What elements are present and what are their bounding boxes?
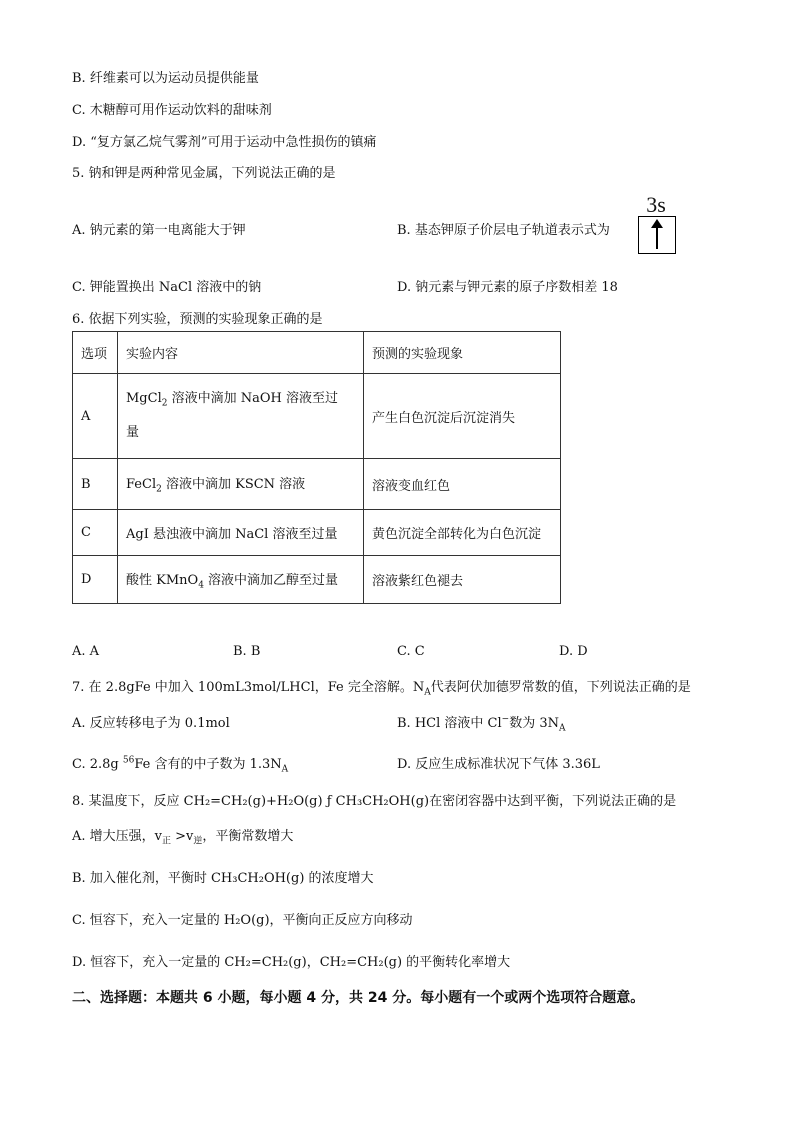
subscript: 2	[161, 398, 168, 409]
row-result: 溶液变血红色	[364, 459, 561, 510]
q6-stem: 6. 依据下列实验，预测的实验现象正确的是	[72, 312, 323, 327]
q8-stem: 8. 某温度下，反应 CH₂=CH₂(g)+H₂O(g) ƒ CH₃CH₂OH(g)在密闭容器中达到平衡，下列说法正确的是	[72, 794, 677, 809]
subscript: A	[558, 723, 566, 734]
option-text: Fe 含有的中子数为 1.3N	[134, 757, 282, 772]
header-content: 实验内容	[118, 332, 364, 374]
option-text: A. 增大压强，v	[72, 829, 162, 844]
q5-option-b: B. 基态钾原子价层电子轨道表示式为	[397, 223, 610, 238]
q7-option-c	[72, 753, 288, 775]
superscript: −	[501, 714, 510, 725]
q6-answer-c: C. C	[397, 644, 425, 659]
row-option: D	[73, 556, 118, 604]
q7-stem	[72, 676, 691, 698]
header-option: 选项	[73, 332, 118, 374]
content-text: 溶液中滴加 NaOH 溶液至过	[167, 390, 339, 406]
table-header-row	[73, 332, 561, 374]
q7-option-b	[397, 712, 565, 734]
subscript: A	[424, 687, 431, 698]
row-content: AgI 悬浊液中滴加 NaCl 溶液至过量	[118, 510, 364, 556]
option-text: ，平衡常数增大	[202, 829, 294, 844]
q5-option-d: D. 钠元素与钾元素的原子序数相差 18	[397, 280, 618, 295]
subscript: 逆	[193, 836, 203, 847]
row-result: 溶液紫红色褪去	[364, 556, 561, 604]
spin-up-arrow	[656, 222, 658, 249]
subscript: 2	[156, 484, 162, 495]
q7-stem-pre: 7. 在 2.8gFe 中加入 100mL3mol/LHCl，Fe 完全溶解。N	[72, 680, 425, 695]
row-option: B	[73, 459, 118, 510]
orbital-label: 3s	[646, 192, 666, 217]
row-content	[118, 459, 364, 510]
formula: MgCl	[126, 390, 162, 406]
option-text: B. HCl 溶液中 Cl	[397, 716, 502, 731]
content-text: 溶液中滴加 KSCN 溶液	[161, 477, 306, 493]
orbital-box	[638, 216, 676, 254]
row-option: C	[73, 510, 118, 556]
q5-stem: 5. 钠和钾是两种常见金属，下列说法正确的是	[72, 166, 336, 181]
formula: 酸性 KMnO	[126, 572, 199, 588]
option-text: 数为 3N	[509, 716, 559, 731]
header-result: 预测的实验现象	[364, 332, 561, 374]
q8-option-c: C. 恒容下，充入一定量的 H₂O(g)，平衡向正反应方向移动	[72, 913, 413, 928]
orbital-diagram	[636, 194, 676, 254]
q7-option-d: D. 反应生成标准状况下气体 3.36L	[397, 757, 600, 772]
subscript: 正	[162, 836, 172, 847]
superscript: 56	[122, 755, 135, 766]
table-row	[73, 556, 561, 604]
content-text: 溶液中滴加乙醇至过量	[203, 572, 339, 588]
content-text: 量	[126, 425, 140, 441]
q5-option-c: C. 钾能置换出 NaCl 溶液中的钠	[72, 280, 262, 295]
q6-answer-a: A. A	[72, 644, 100, 659]
row-option: A	[73, 374, 118, 459]
q8-option-a	[72, 825, 293, 847]
subscript: 4	[198, 580, 204, 591]
q8-option-d: D. 恒容下，充入一定量的 CH₂=CH₂(g)，CH₂=CH₂(g) 的平衡转化率增大	[72, 955, 511, 970]
q8-option-b: B. 加入催化剂，平衡时 CH₃CH₂OH(g) 的浓度增大	[72, 871, 374, 886]
table-row	[73, 374, 561, 459]
row-content	[118, 374, 364, 459]
row-result: 黄色沉淀全部转化为白色沉淀	[364, 510, 561, 556]
subscript: A	[281, 764, 289, 775]
option-text: >v	[171, 829, 194, 844]
row-result: 产生白色沉淀后沉淀消失	[364, 374, 561, 459]
table-row	[73, 459, 561, 510]
option-text: C. 2.8g	[72, 757, 123, 772]
q7-option-a: A. 反应转移电子为 0.1mol	[72, 716, 230, 731]
q7-stem-post: 代表阿伏加德罗常数的值，下列说法正确的是	[430, 680, 691, 695]
q5-option-a: A. 钠元素的第一电离能大于钾	[72, 223, 246, 238]
q4-option-c: C. 木糖醇可用作运动饮料的甜味剂	[72, 103, 272, 118]
section-2-heading: 二、选择题：本题共 6 小题，每小题 4 分，共 24 分。每小题有一个或两个选项符合题意。	[72, 990, 645, 1006]
q6-answer-d: D. D	[559, 644, 588, 659]
q4-option-b: B. 纤维素可以为运动员提供能量	[72, 71, 259, 86]
formula: FeCl	[126, 477, 157, 493]
q6-table	[72, 331, 561, 604]
row-content	[118, 556, 364, 604]
q4-option-d: D. “复方氯乙烷气雾剂”可用于运动中急性损伤的镇痛	[72, 135, 377, 150]
q6-answer-b: B. B	[233, 644, 261, 659]
table-row	[73, 510, 561, 556]
